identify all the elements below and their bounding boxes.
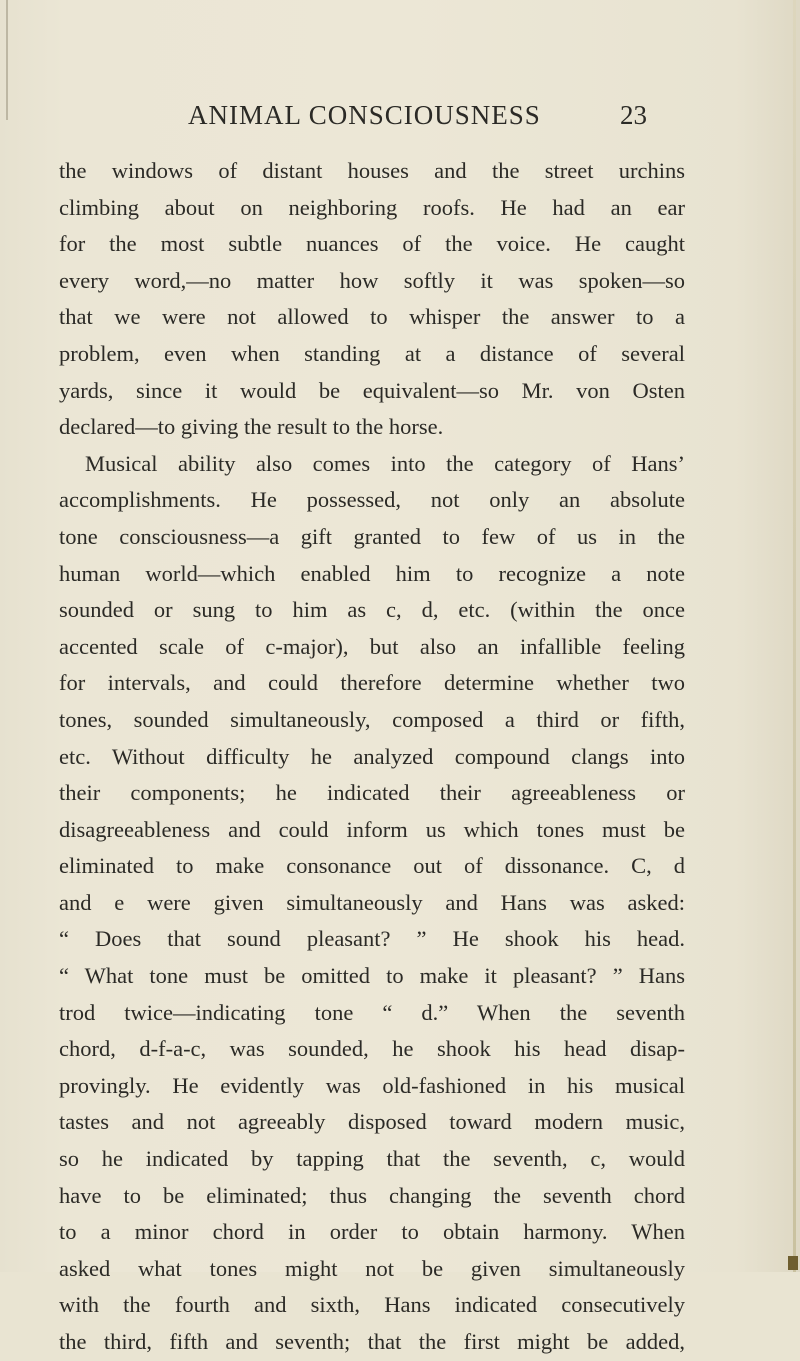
page-number: 23 xyxy=(620,100,647,130)
text-line: provingly. He evidently was old-fashioned in his musical xyxy=(59,1072,685,1098)
text-line: sounded or sung to him as c, d, etc. (within the once xyxy=(59,597,685,623)
corner-mark xyxy=(788,1256,798,1270)
text-line: problem, even when standing at a distance of several xyxy=(59,340,685,366)
text-line: their components; he indicated their agreeableness or xyxy=(59,780,685,806)
text-line: tastes and not agreeably disposed toward modern music, xyxy=(59,1109,685,1135)
text-line: “ Does that sound pleasant? ” He shook his head. xyxy=(59,926,685,952)
text-line: for the most subtle nuances of the voice. He caught xyxy=(59,231,685,257)
body-text xyxy=(59,153,685,1361)
text-line: so he indicated by tapping that the seventh, c, would xyxy=(59,1146,685,1172)
text-line: the windows of distant houses and the street urchins xyxy=(59,158,685,183)
text-line: that we were not allowed to whisper the answer to a xyxy=(59,304,685,330)
text-line: chord, d-f-a-c, was sounded, he shook his head disap- xyxy=(59,1036,685,1062)
text-line: climbing about on neighboring roofs. He had an ear xyxy=(59,194,685,220)
text-line: for intervals, and could therefore determine whether two xyxy=(59,670,685,696)
text-line: every word,—no matter how softly it was spoken—so xyxy=(59,267,685,293)
text-line: to a minor chord in order to obtain harmony. When xyxy=(59,1219,685,1245)
text-line: with the fourth and sixth, Hans indicated consecutively xyxy=(59,1292,685,1318)
text-line: asked what tones might not be given simultaneously xyxy=(59,1255,685,1281)
text-line: accented scale of c-major), but also an infallible feeling xyxy=(59,633,685,659)
text-line: tone consciousness—a gift granted to few of us in the xyxy=(59,523,685,549)
text-line: declared—to giving the result to the horse. xyxy=(59,414,444,440)
paragraph-start-line: Musical ability also comes into the category of Hans’ xyxy=(85,450,685,476)
text-line: yards, since it would be equivalent—so Mr. von Osten xyxy=(59,377,685,403)
text-line: eliminated to make consonance out of dissonance. C, d xyxy=(59,853,685,879)
running-title: ANIMAL CONSCIOUSNESS xyxy=(188,100,541,130)
text-line: “ What tone must be omitted to make it pleasant? ” Hans xyxy=(59,963,685,989)
text-line: human world—which enabled him to recognize a note xyxy=(59,560,685,586)
running-head xyxy=(0,100,800,136)
text-line: disagreeableness and could inform us which tones must be xyxy=(59,816,685,842)
text-line: tones, sounded simultaneously, composed a third or fifth, xyxy=(59,706,685,732)
page-edge-right xyxy=(793,0,796,1272)
text-line: trod twice—indicating tone “ d.” When the seventh xyxy=(59,999,685,1025)
text-line: accomplishments. He possessed, not only an absolute xyxy=(59,487,685,513)
text-line: the third, fifth and seventh; that the first might be added, xyxy=(59,1329,685,1354)
text-line: and e were given simultaneously and Hans was asked: xyxy=(59,889,685,915)
text-line: have to be eliminated; thus changing the seventh chord xyxy=(59,1182,685,1208)
text-line: etc. Without difficulty he analyzed compound clangs into xyxy=(59,743,685,769)
